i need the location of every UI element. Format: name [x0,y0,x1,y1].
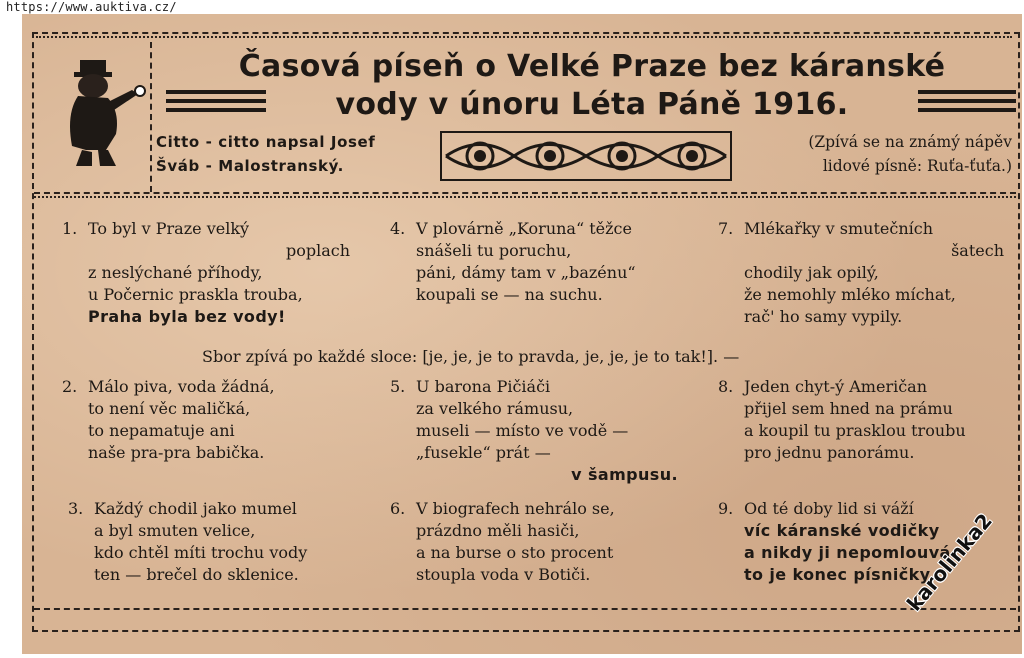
verse-line: koupali se — na suchu. [416,285,603,304]
verse-5 [390,376,678,486]
verse-line: to není věc maličká, [88,399,251,418]
verse-line: museli — místo ve vodě — [416,421,629,440]
verse-line: Praha byla bez vody! [88,307,286,326]
melody-line-1: (Zpívá se na známý nápěv [808,133,1012,151]
title-rule-left [166,90,266,116]
verse-line: V biografech nehrálo se, [416,499,615,518]
postcard [22,14,1022,654]
verse-4 [390,218,686,306]
verse-2 [62,376,350,464]
verse-line: pro jednu panorámu. [744,443,915,462]
watermark-url[interactable]: https://www.auktiva.cz/ [6,0,177,14]
verse-line: chodily jak opilý, [744,263,879,282]
author-credit [156,130,375,178]
verse-line: šatech [951,241,1004,260]
verse-line: za velkého rámusu, [416,399,574,418]
verse-number: 2. [62,377,78,396]
verse-line: a na burse o sto procent [416,543,614,562]
verse-line: naše pra-pra babička. [88,443,265,462]
verse-line: a koupil tu prasklou troubu [744,421,966,440]
verse-line: Mlékařky v smutečních [744,219,934,238]
verse-line: ten — brečel do sklenice. [94,565,299,584]
verse-line: víc káranské vodičky [744,521,940,540]
verse-line: Každý chodil jako mumel [94,499,297,518]
verse-line: páni, dámy tam v „bazénu“ [416,263,636,282]
header-divider [34,192,1016,194]
verse-line: a nikdy ji nepomlouvá [744,543,951,562]
verse-line: to je konec písničky. [744,565,936,584]
author-line-1: Citto - citto napsal Josef [156,133,376,151]
verse-line: a byl smuten velice, [94,521,256,540]
verse-line: poplach [285,241,350,260]
song-title [162,48,1022,124]
verse-line: V plovárně „Koruna“ těžce [416,219,632,238]
verse-6 [390,498,688,586]
melody-line-2: lidové písně: Ruťa-ťuťa.) [822,157,1012,175]
verse-line: Jeden chyt-ý Američan [744,377,928,396]
verse-number: 9. [718,499,734,518]
footer-divider [34,608,1016,610]
title-rule-right [918,90,1016,116]
title-line-1: Časová píseň o Velké Praze bez káranské [238,49,946,84]
verse-line: to nepamatuje ani [88,421,235,440]
title-line-2: vody v únoru Léta Páně 1916. [335,87,849,122]
verse-line: u Počernic praskla trouba, [88,285,303,304]
verse-number: 4. [390,219,406,238]
verse-line: rač' ho samy vypily. [744,307,903,326]
verse-7 [718,218,1004,328]
verse-line: stoupla voda v Botiči. [416,565,591,584]
verse-line: Málo piva, voda žádná, [88,377,275,396]
verse-line: že nemohly mléko míchat, [744,285,956,304]
author-line-2: Šváb - Malostranský. [156,157,344,175]
seller-watermark: karolinka2 [902,508,997,616]
verse-line: U barona Pičiáči [416,377,551,396]
verse-line: kdo chtěl míti trochu vody [94,543,308,562]
frame-dots [36,36,1012,40]
pointing-man-illustration [56,54,146,172]
verse-8 [718,376,1010,464]
chorus-line: Sbor zpívá po každé sloce: [je, je, je to pravda, je, je, je to tak!]. — [202,347,740,366]
verse-number: 6. [390,499,406,518]
header-divider-dots [34,196,1016,198]
verse-line: prázdno měli hasiči, [416,521,580,540]
verse-number: 7. [718,219,734,238]
header-vertical-rule [150,42,152,192]
rose-ornament [440,131,732,181]
verse-number: 5. [390,377,406,396]
verse-line: Od té doby lid si váží [744,499,914,518]
verse-number: 1. [62,219,78,238]
verse-line: „fusekle“ prát — [416,443,551,462]
verse-line: To byl v Praze velký [88,219,250,238]
melody-note [744,130,1012,178]
verse-line: snášeli tu poruchu, [416,241,572,260]
verse-number: 8. [718,377,734,396]
verse-3 [68,498,360,586]
verse-line: v šampusu. [571,465,678,484]
verse-number: 3. [68,499,84,518]
verse-1 [62,218,350,328]
verse-line: z neslýchané příhody, [88,263,263,282]
verse-line: přijel sem hned na prámu [744,399,953,418]
